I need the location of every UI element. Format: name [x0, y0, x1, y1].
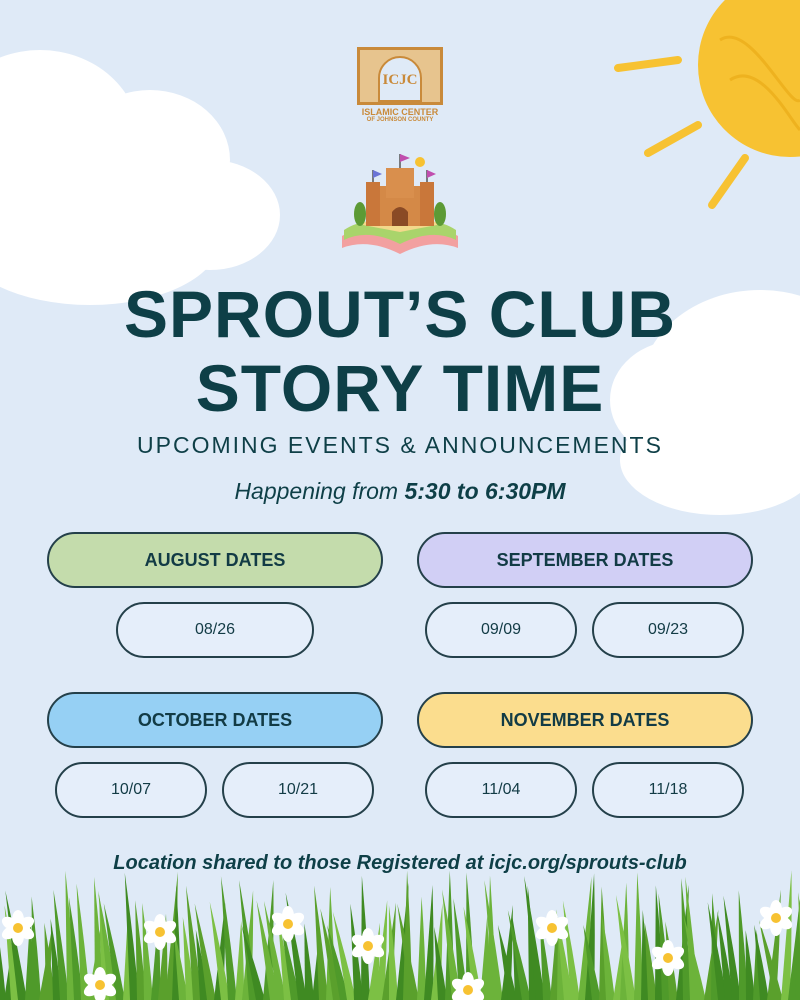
date-text: 11/04 [481, 781, 521, 798]
date-text: 08/26 [194, 621, 236, 638]
month-label: NOVEMBER DATES [500, 709, 670, 730]
left-cloud [0, 50, 280, 305]
date-pill [55, 762, 207, 818]
grass-blade [235, 921, 244, 1000]
november-dates-header [417, 692, 753, 748]
grass-blade [32, 896, 41, 1000]
logo-frame [357, 47, 443, 105]
time-line [0, 478, 800, 505]
grass-blade [304, 923, 314, 1000]
grass [0, 870, 800, 1000]
month-label: SEPTEMBER DATES [496, 549, 674, 570]
month-label: AUGUST DATES [144, 549, 286, 570]
date-pill [592, 602, 744, 658]
date-pill [425, 602, 577, 658]
date-text: 09/23 [647, 621, 689, 638]
location-note: Location shared to those Registered at icjc.org/sprouts-club [113, 852, 687, 874]
grass-blade [781, 870, 792, 1000]
date-pill [592, 762, 744, 818]
logo-sub: OF JOHNSON COUNTY [366, 117, 434, 123]
grass-blade [142, 903, 153, 1000]
month-label: OCTOBER DATES [137, 709, 293, 730]
sun-icon [618, 0, 800, 205]
time-prefix: Happening from [234, 478, 405, 504]
date-text: 09/09 [480, 621, 522, 638]
title-line-2: STORY TIME [195, 351, 605, 425]
subtitle: UPCOMING EVENTS & ANNOUNCEMENTS [137, 432, 663, 458]
grass-blade [424, 885, 434, 1000]
grass-blade [389, 905, 398, 1000]
title-line-1: SPROUT’S CLUB [123, 277, 677, 351]
date-text: 10/21 [277, 781, 319, 798]
logo-mark: ICJC [382, 72, 418, 88]
september-dates-header [417, 532, 753, 588]
time-range: 5:30 to 6:30PM [404, 478, 566, 504]
date-pill [425, 762, 577, 818]
date-pill [222, 762, 374, 818]
october-dates-header [47, 692, 383, 748]
date-text: 10/07 [110, 781, 152, 798]
castle-book-icon [338, 150, 462, 262]
date-text: 11/18 [648, 781, 688, 798]
daisy-icon [269, 906, 306, 942]
august-dates-header [47, 532, 383, 588]
icjc-logo [356, 47, 444, 124]
date-pill [116, 602, 314, 658]
grass-blade [417, 897, 426, 1000]
logo-name: ISLAMIC CENTER [361, 107, 439, 117]
grass-blade [0, 915, 6, 1000]
